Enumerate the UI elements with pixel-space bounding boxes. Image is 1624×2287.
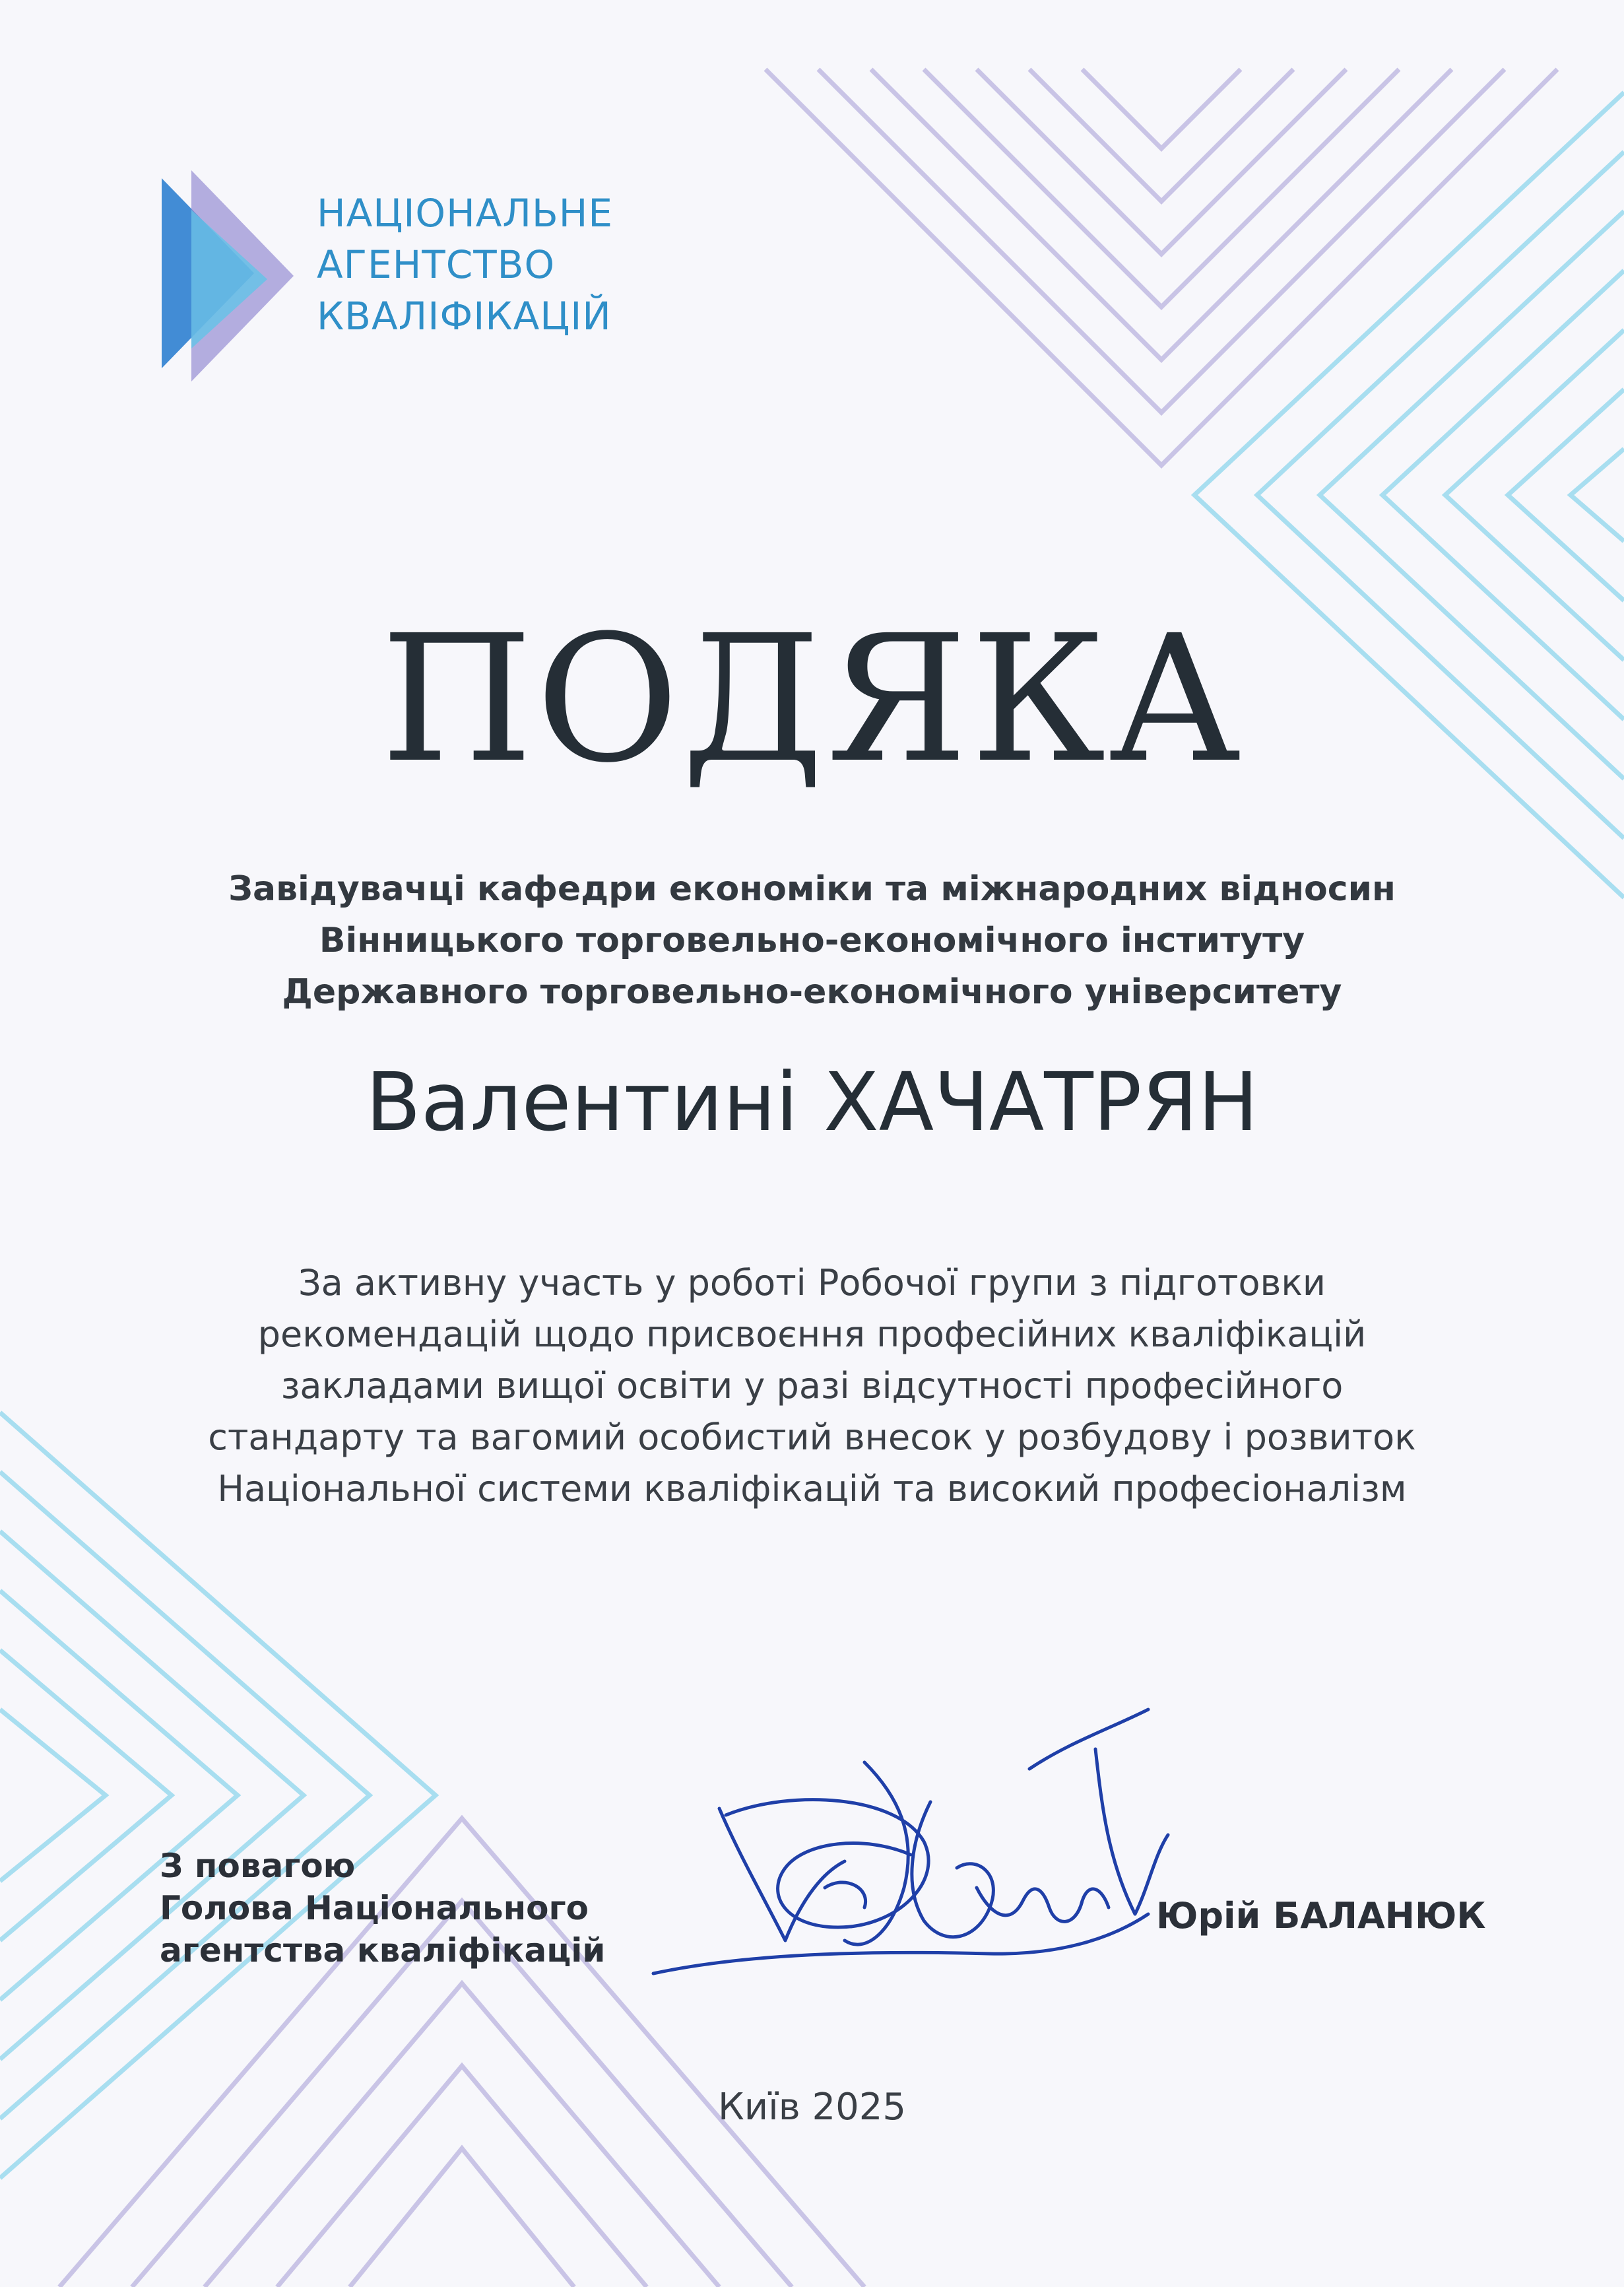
award-reason-line: рекомендацій щодо присвоєння професійних кваліфікацій bbox=[257, 1313, 1367, 1355]
signer-name: Юрій БАЛАНЮК bbox=[1156, 1895, 1486, 1937]
award-reason-line: За активну участь у роботі Робочої групи з підготовки bbox=[298, 1262, 1326, 1304]
organization-name bbox=[317, 187, 613, 342]
organization-name-line: КВАЛІФІКАЦІЙ bbox=[317, 294, 612, 339]
recipient-position-line: Державного торговельно-економічного університету bbox=[282, 972, 1342, 1012]
certificate-title: ПОДЯКА bbox=[380, 598, 1244, 801]
handwritten-signature bbox=[647, 1690, 1201, 1993]
recipient-position-line: Вінницького торговельно-економічного інституту bbox=[319, 921, 1305, 960]
signoff-line: агентства кваліфікацій bbox=[160, 1931, 606, 1970]
award-reason bbox=[0, 1257, 1624, 1515]
triangle-play-logo-icon bbox=[162, 170, 300, 381]
award-reason-line: закладами вищої освіти у разі відсутності професійного bbox=[280, 1365, 1344, 1407]
signoff-line: З повагою bbox=[160, 1847, 356, 1885]
organization-name-line: АГЕНТСТВО bbox=[317, 242, 556, 287]
organization-name-line: НАЦІОНАЛЬНЕ bbox=[317, 191, 614, 236]
recipient-name: Валентині ХАЧАТРЯН bbox=[366, 1055, 1258, 1149]
signoff-line: Голова Національного bbox=[160, 1889, 589, 1927]
left-chevrons bbox=[0, 1412, 436, 2178]
recipient-position-line: Завідувачці кафедри економіки та міжнародних відносин bbox=[228, 869, 1396, 909]
place-and-date: Київ 2025 bbox=[717, 2086, 907, 2129]
award-reason-line: стандарту та вагомий особистий внесок у розбудову і розвиток bbox=[208, 1416, 1416, 1458]
signoff-block bbox=[160, 1845, 605, 1972]
recipient-position bbox=[0, 863, 1624, 1018]
award-reason-line: Національної системи кваліфікацій та високий професіоналізм bbox=[217, 1468, 1407, 1509]
